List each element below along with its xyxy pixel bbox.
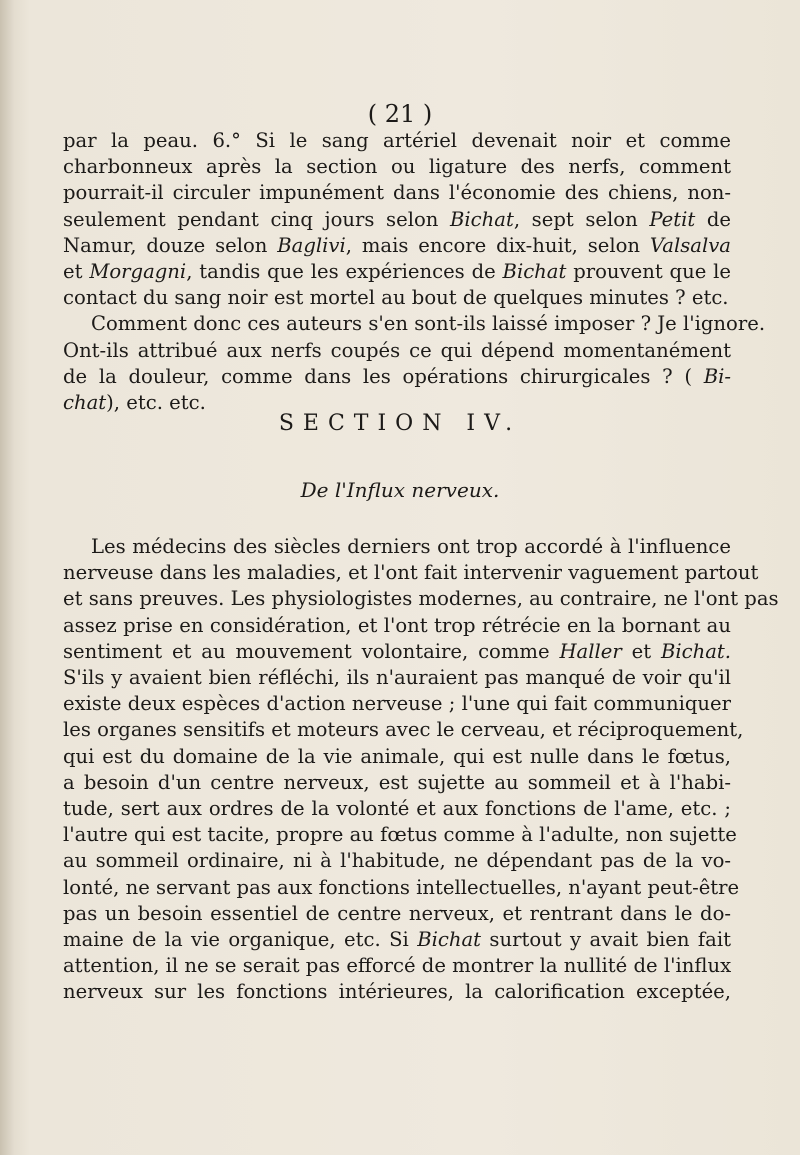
text-run: pourrait-il circuler impunément dans l'économie des chiens, non- xyxy=(63,181,731,205)
text-line xyxy=(63,979,731,1005)
text-run: Ont-ils attribué aux nerfs coupés ce qui dépend momentanément xyxy=(63,338,731,362)
text-run: , tandis que les expériences de xyxy=(186,260,503,284)
text-run: contact du sang noir est mortel au bout de quelques minutes ? etc. xyxy=(63,286,729,310)
text-run: , sept selon xyxy=(513,207,650,231)
text-line xyxy=(63,560,759,586)
text-run: pas un besoin essentiel de centre nerveux, et rentrant dans le do- xyxy=(63,901,731,925)
text-run: nerveuse dans les maladies, et l'ont fait intervenir vaguement partout xyxy=(63,561,759,585)
text-run: de la douleur, comme dans les opérations chirurgicales ? ( xyxy=(63,364,704,388)
text-run: assez prise en considération, et l'ont trop rétrécie en la bornant au xyxy=(63,613,731,637)
text-line xyxy=(63,233,731,259)
text-line xyxy=(63,154,731,180)
italic-name: Bichat. xyxy=(660,639,731,663)
text-line xyxy=(63,665,731,691)
text-line xyxy=(63,207,731,233)
text-run: lonté, ne servant pas aux fonctions intellectuelles, n'ayant peut-être xyxy=(63,875,740,899)
text-line xyxy=(63,364,731,390)
text-line xyxy=(63,796,731,822)
text-run: et xyxy=(63,260,90,284)
page-number: ( 21 ) xyxy=(367,100,433,128)
italic-name: Petit xyxy=(649,207,696,231)
text-line xyxy=(63,338,731,364)
text-line xyxy=(63,717,744,743)
text-line xyxy=(63,848,731,874)
text-run: nerveux sur les fonctions intérieures, la calorification exceptée, xyxy=(63,980,731,1004)
text-run: Comment donc ces auteurs s'en sont-ils laissé imposer ? Je l'ignore. xyxy=(91,312,766,336)
text-line xyxy=(63,822,737,848)
section-subtitle: De l'Influx nerveux. xyxy=(300,478,500,502)
text-line xyxy=(63,534,731,560)
text-line xyxy=(63,259,731,285)
text-run: qui est du domaine de la vie animale, qui est nulle dans le fœtus, xyxy=(63,744,731,768)
section-heading: SECTION IV. xyxy=(278,411,522,436)
text-line xyxy=(63,311,766,337)
text-run: ), etc. etc. xyxy=(106,391,206,415)
text-run: existe deux espèces d'action nerveuse ; l'une qui fait communiquer xyxy=(63,692,731,716)
text-line xyxy=(63,586,779,612)
text-line xyxy=(63,875,740,901)
text-line xyxy=(63,770,731,796)
italic-name: Bi- xyxy=(703,364,731,388)
text-run: tude, sert aux ordres de la volonté et aux fonctions de l'ame, etc. ; xyxy=(63,797,731,821)
text-run: au sommeil ordinaire, ni à l'habitude, ne dépendant pas de la vo- xyxy=(63,849,731,873)
text-run: seulement pendant cinq jours selon xyxy=(63,207,450,231)
text-run: par la peau. 6.° Si le sang artériel devenait noir et comme xyxy=(63,129,731,152)
italic-name: Bichat xyxy=(450,207,514,231)
italic-name: Haller xyxy=(559,639,622,663)
text-line xyxy=(63,927,731,953)
body-text-bottom xyxy=(63,534,779,1006)
text-run: les organes sensitifs et moteurs avec le cerveau, et réciproquement, xyxy=(63,718,744,742)
italic-name: chat xyxy=(63,391,107,415)
text-run: sentiment et au mouvement volontaire, comme xyxy=(63,639,560,663)
text-line xyxy=(63,613,731,639)
text-line xyxy=(63,128,731,154)
italic-name: Bichat xyxy=(502,260,567,284)
text-line xyxy=(63,285,731,311)
text-run: et xyxy=(621,639,661,663)
text-run: S'ils y avaient bien réfléchi, ils n'auraient pas manqué de voir qu'il xyxy=(63,666,731,690)
body-text-top xyxy=(63,128,766,416)
italic-name: Morgagni xyxy=(89,260,187,284)
text-line xyxy=(63,744,731,770)
text-run: de xyxy=(695,207,731,231)
text-line xyxy=(63,691,731,717)
text-run: Namur, douze selon xyxy=(63,233,278,257)
text-line xyxy=(63,639,731,665)
text-run: a besoin d'un centre nerveux, est sujette au sommeil et à l'habi- xyxy=(63,770,731,794)
text-run: , mais encore dix-huit, selon xyxy=(345,233,650,257)
text-line xyxy=(63,953,731,979)
text-run: surtout y avait bien fait xyxy=(481,928,731,952)
text-run: prouvent que le xyxy=(566,260,731,284)
text-line xyxy=(63,901,731,927)
text-run: Les médecins des siècles derniers ont trop accordé à l'influence xyxy=(91,535,731,558)
text-run: l'autre qui est tacite, propre au fœtus comme à l'adulte, non sujette xyxy=(63,823,737,847)
text-run: attention, il ne se serait pas efforcé de montrer la nullité de l'influx xyxy=(63,954,732,978)
page-binding-edge xyxy=(0,0,14,1155)
text-run: charbonneux après la section ou ligature des nerfs, comment xyxy=(63,155,731,179)
text-line xyxy=(63,180,731,206)
italic-name: Bichat xyxy=(417,928,482,952)
italic-name: Valsalva xyxy=(649,233,731,257)
italic-name: Baglivi xyxy=(277,233,346,257)
text-run: et sans preuves. Les physiologistes modernes, au contraire, ne l'ont pas xyxy=(63,587,779,611)
text-run: maine de la vie organique, etc. Si xyxy=(63,928,418,952)
